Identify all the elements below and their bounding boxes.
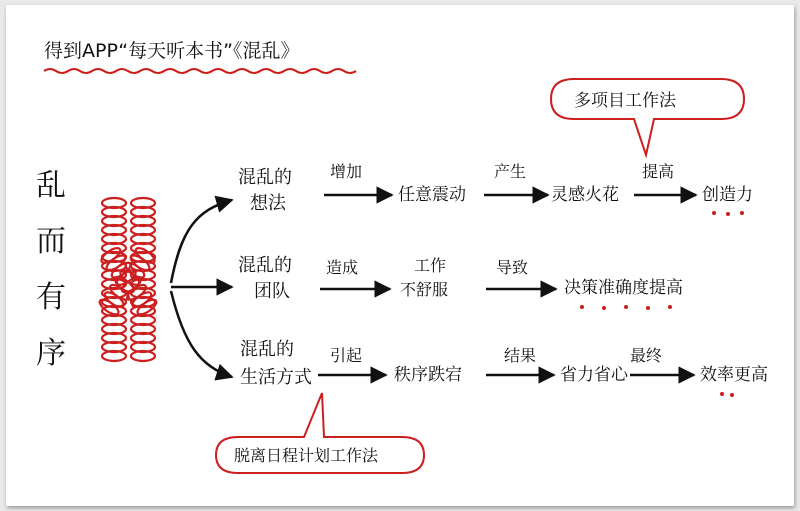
row2-subject-line2: 团队 <box>254 281 290 302</box>
tangled-coil-icon <box>97 198 158 361</box>
row3-subject-line1: 混乱的 <box>240 339 294 360</box>
row1-node3: 创造力 <box>702 185 753 205</box>
row-team <box>238 255 683 310</box>
row1-verb3: 提高 <box>642 162 675 181</box>
row3-node1: 秩序跌宕 <box>394 365 462 385</box>
row2-subject-line1: 混乱的 <box>238 255 292 276</box>
row3-verb2: 结果 <box>504 346 537 365</box>
branch-arrow-bottom <box>171 291 232 377</box>
row2-emphasis-dots <box>580 305 672 310</box>
callout-bottom-text: 脱离日程计划工作法 <box>234 446 379 465</box>
row3-node2: 省力省心 <box>560 365 628 385</box>
central-char-1: 乱 <box>36 168 66 203</box>
row-idea <box>238 162 753 216</box>
callout-top-text: 多项目工作法 <box>574 91 676 111</box>
row1-verb1: 增加 <box>330 162 363 181</box>
central-char-3: 有 <box>36 280 66 315</box>
central-char-2: 而 <box>36 224 66 259</box>
row-lifestyle <box>240 339 768 397</box>
row2-node1-line2: 不舒服 <box>400 280 449 299</box>
row2-verb2: 导致 <box>496 258 529 277</box>
row1-node1: 任意震动 <box>398 185 466 205</box>
central-char-4: 序 <box>36 336 66 371</box>
row1-emphasis-dots <box>712 211 744 216</box>
row3-emphasis-dots <box>720 392 734 397</box>
row3-subject-line2: 生活方式 <box>240 367 312 388</box>
row3-node3: 效率更高 <box>700 365 768 385</box>
row2-verb1: 造成 <box>326 258 359 277</box>
title: 得到APP“每天听本书”《混乱》 <box>44 40 300 62</box>
branch-arrows <box>171 200 232 377</box>
title-underline <box>44 69 356 73</box>
diagram-card <box>6 5 794 506</box>
row1-subject-line1: 混乱的 <box>238 167 292 188</box>
callout-bottom <box>216 393 424 473</box>
callout-top <box>551 79 744 155</box>
mind-map <box>6 5 794 506</box>
central-topic <box>36 168 66 371</box>
row3-verb1: 引起 <box>330 346 363 365</box>
row2-node1-line1: 工作 <box>414 256 447 275</box>
row3-verb3: 最终 <box>630 346 663 365</box>
row1-node2: 灵感火花 <box>551 185 619 205</box>
row1-subject-line2: 想法 <box>250 193 286 214</box>
row2-node2: 决策准确度提高 <box>564 278 683 298</box>
branch-arrow-top <box>171 200 232 283</box>
row1-verb2: 产生 <box>494 162 527 181</box>
